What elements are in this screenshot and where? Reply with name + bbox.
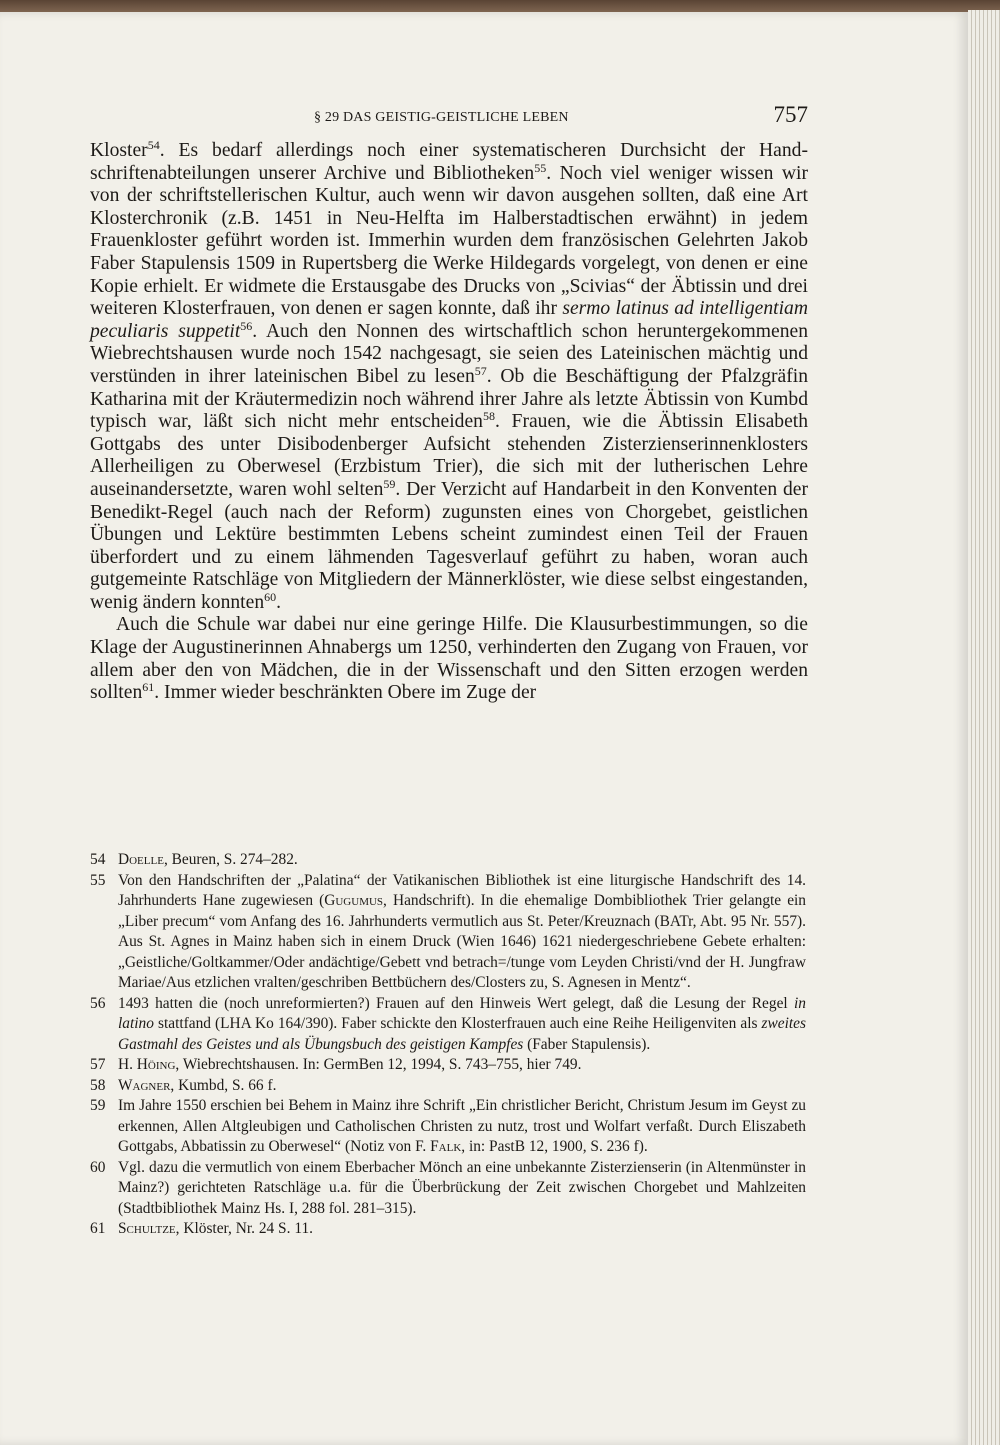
paragraph-1 <box>90 140 808 614</box>
latin-quote: sermo latinus ad intelligentiam peculiaris suppetit <box>90 298 808 342</box>
work-title: zweites Gastmahl des Geistes und als Übungsbuch des geistigen Kampfes <box>118 1015 806 1053</box>
author-name: Falk <box>430 1138 462 1155</box>
text-run: . <box>276 591 282 613</box>
footnote-ref-61: 61 <box>142 680 155 695</box>
footnote-number: 60 <box>90 1158 106 1176</box>
page-number: 757 <box>773 102 808 127</box>
footnote-text: Von den Handschriften der „Palatina“ der Vatikanischen Bibliothek ist eine liturgische Handschrift des 14. Jahrhunderts Hane zugewiesen ( <box>118 871 806 909</box>
footnote-ref-55: 55 <box>534 160 547 175</box>
footnote-56 <box>90 994 806 1056</box>
page-stack-edges <box>968 10 1000 1445</box>
footnote-text: (Faber Stapulensis). <box>523 1035 651 1053</box>
text-run: . Immer wieder beschränkten Obere im Zuge der <box>154 682 537 704</box>
footnote-text: , Beuren, S. 274–282. <box>163 851 298 868</box>
footnote-59 <box>90 1096 806 1158</box>
paragraph-2 <box>90 614 808 704</box>
author-name: Doelle <box>118 851 164 868</box>
footnote-ref-60: 60 <box>264 589 277 604</box>
footnote-ref-56: 56 <box>240 318 253 333</box>
footnote-text: , Handschrift). In die ehemalige Dombibliothek Trier gelangte ein „Liber precum“ vom Anfang des 16. Jahrhunderts vermutlich aus St. Peter/Kreuznach (BATr, Abt. 95 Nr. 557). Aus St. Agnes in Mainz haben sich in einem Druck (Wien 1646) 1621 niedergeschriebene Gebete erhalten: „Geistliche/Goltkammer/Oder andächtige/Gebett vnd betrach=/tunge vom Leyden Christi/vnd der H. Jungfraw Mariae/Aus etzlichen vralten/geschriben Bettbüchern des/Closters zu, S. Agnesen in Mentz“. <box>118 892 807 991</box>
footnote-60 <box>90 1158 806 1220</box>
footnote-ref-54: 54 <box>147 138 160 152</box>
footnote-text: stattfand (LHA Ko 164/390). Faber schickte den Klosterfrauen auch eine Reihe Heiligenviten als <box>153 1015 762 1032</box>
text-run: . Der Verzicht auf Handarbeit in den Konventen der Benedikt-Regel (auch nach der Reform) zugunsten eines von Chorgebet, geistlichen Übungen und Lektüre bestimmten Lebens scheint zumindest einen Teil der Frauen überfordert und zu einem lähmenden Tagesverlauf geführt zu haben, woran auch gutgemeinte Ratschläge von Mitgliedern der Männerklöster, wie diese selbst eingestanden, wenig ändern konnten <box>90 478 808 613</box>
book-page <box>0 12 968 1445</box>
text-run: . Ob die Beschäftigung der Pfalzgräfin Katharina mit der Kräutermedizin noch während ihrer Jahre als letzte Äbtissin von Kumbd typisch war, läßt sich nicht mehr entscheiden <box>90 365 808 433</box>
footnote-number: 59 <box>90 1097 106 1114</box>
text-run: Kloster <box>90 140 148 161</box>
text-run: . Frauen, wie die Äbtissin Elisabeth Gottgabs des unter Disibodenberger Aufsicht stehenden Zisterzienserinnenklosters Allerheiligen zu Oberwesel (Erzbistum Trier), die sich mit der lutherischen Lehre auseinandersetzte, waren wohl selten <box>90 411 809 500</box>
author-name: Schultze <box>118 1220 176 1237</box>
main-text <box>90 140 808 705</box>
footnote-number: 57 <box>90 1056 106 1073</box>
footnote-text: Im Jahre 1550 erschien bei Behem in Mainz ihre Schrift „Ein christlicher Bericht, Christum Jesum im Geyst zu erkennen, Allen Altgleubigen und Catholischen Christen zu nutz, trost und Wolfart verfaßt. Durch Eliszabeth Gottgabs, Abbatissin zu Oberwesel“ (Notiz von F. <box>118 1097 806 1155</box>
footnote-54 <box>90 850 806 871</box>
footnotes <box>90 850 806 1240</box>
author-name: Wagner <box>118 1076 171 1094</box>
footnote-number: 54 <box>90 851 106 868</box>
latin-term: in latino <box>118 994 806 1032</box>
text-run: Auch die Schule war dabei nur eine geringe Hilfe. Die Klausurbestimmungen, so die Klage der Augustinerinnen Ahnabergs um 1250, verhinderten den Zugang von Frauen, vor allem aber den von Mädchen, die in der Wissenschaft und den Sitten erzogen werden sollten <box>90 614 808 704</box>
running-head-title: § 29 DAS GEISTIG-GEISTLICHE LEBEN <box>314 110 569 125</box>
footnote-text: Vgl. dazu die vermutlich von einem Eberbacher Mönch an eine unbekannte Zisterzienserin (in Altenmünster in Mainz?) gerichteten Ratschläge u.a. für die Überbrückung der Zeit zwischen Chorgebet und Mahlzeiten (Stadtbibliothek Mainz Hs. I, 288 fol. 281–315). <box>118 1158 806 1217</box>
footnote-text: , in: PastB 12, 1900, S. 236 f). <box>461 1138 648 1155</box>
author-name: H. Höing <box>118 1056 176 1073</box>
footnote-text: , Wiebrechtshausen. In: GermBen 12, 1994, S. 743–755, hier 749. <box>175 1056 582 1073</box>
footnote-text: , Kumbd, S. 66 f. <box>170 1076 277 1094</box>
text-run: . Es bedarf allerdings noch einer systematischeren Durchsicht der Handschriftenabteilungen unserer Archive und Bibliotheken <box>90 140 808 184</box>
text-run: . Auch den Nonnen des wirtschaftlich schon heruntergekommenen Wiebrechtshausen wurde noch 1542 nachgesagt, sie seien des Lateinischen mächtig und verstünden in ihrer lateinischen Bibel zu lesen <box>90 320 808 387</box>
footnote-text: 1493 hatten die (noch unreformierten?) Frauen auf den Hinweis Wert gelegt, daß die Lesung der Regel <box>118 994 795 1012</box>
footnote-ref-57: 57 <box>474 363 487 378</box>
author-name: Gugumus <box>324 892 384 909</box>
text-run: . Noch viel weniger wissen wir von der schriftstellerischen Kultur, auch wenn wir davon ausgehen sollten, daß eine Art Klosterchronik (z.B. 1451 in Neu-Helfta im Halberstadtischen erwähnt) in jedem Frauenkloster geführt worden ist. Immerhin wurden dem französischen Gelehrten Jakob Faber Stapulensis 1509 in Rupertsberg die Werke Hildegards vorgelegt, von denen er eine Kopie erhielt. Er widmete die Erstausgabe des Drucks von „Scivias“ der Äbtissin und drei weiteren Klosterfrauen, von denen er sagen konnte, daß ihr <box>90 162 808 320</box>
footnote-55 <box>90 871 806 994</box>
footnote-ref-58: 58 <box>482 409 495 424</box>
footnote-61 <box>90 1219 806 1240</box>
footnote-number: 55 <box>90 871 106 889</box>
footnote-number: 56 <box>90 994 106 1012</box>
footnote-58 <box>90 1076 806 1097</box>
footnote-57 <box>90 1055 806 1076</box>
footnote-number: 61 <box>90 1220 106 1237</box>
footnote-ref-59: 59 <box>383 476 396 491</box>
footnote-number: 58 <box>90 1076 106 1094</box>
footnote-text: , Klöster, Nr. 24 S. 11. <box>175 1220 313 1237</box>
